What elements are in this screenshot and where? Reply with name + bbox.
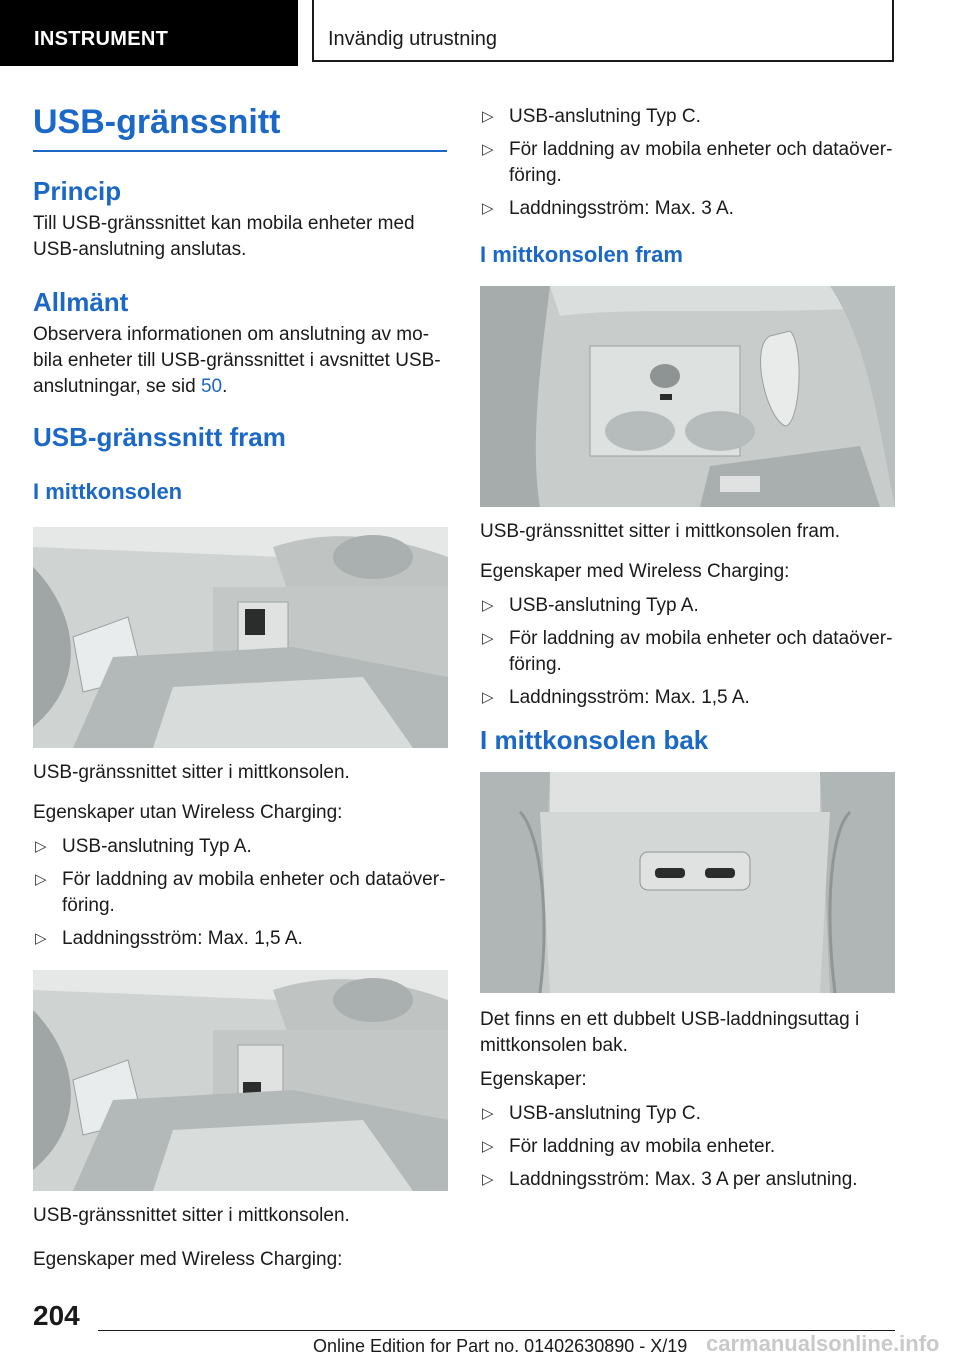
page-link[interactable]: 50 (200, 376, 223, 397)
triangle-bullet-icon: ▷ (482, 597, 494, 614)
triangle-bullet-icon: ▷ (35, 838, 47, 855)
triangle-bullet-icon: ▷ (35, 871, 47, 888)
props-bak-intro: Egenskaper: (480, 1069, 587, 1090)
chapter-tab (312, 0, 894, 62)
triangle-bullet-icon: ▷ (482, 1138, 494, 1155)
watermark: carmanualsonline.info (706, 1331, 940, 1356)
right-column (480, 104, 896, 1200)
list-item: ▷ För laddning av mobila enheter och dataöver‐ föring. (482, 139, 893, 186)
front-console-image (480, 286, 895, 507)
allmant-text-body: Observera informationen om anslutning av mo‐ bila enheter till USB-gränssnittet i avsnittet USB- anslutningar, se sid (33, 324, 441, 397)
list-item: ▷ USB-anslutning Typ A. (480, 593, 896, 619)
props-1-intro: Egenskaper utan Wireless Charging: (33, 802, 343, 823)
bak-heading: I mittkonsolen bak (480, 725, 709, 755)
list-item: ▷ Laddningsström: Max. 1,5 A. (480, 685, 896, 711)
props-fram-intro: Egenskaper med Wireless Charging: (480, 561, 790, 582)
props-bak-list (480, 1101, 896, 1193)
allmant-text-end: . (222, 376, 228, 397)
page-number: 204 (33, 1300, 80, 1331)
triangle-bullet-icon: ▷ (482, 1171, 494, 1188)
caption-fram: USB-gränssnittet sitter i mittkonsolen fram. (480, 521, 841, 542)
console-wireless-image (33, 970, 448, 1191)
list-item: ▷ Laddningsström: Max. 3 A per anslutning. (480, 1167, 896, 1193)
triangle-bullet-icon: ▷ (482, 1105, 494, 1122)
section-label: INSTRUMENT (34, 28, 169, 50)
triangle-bullet-icon: ▷ (482, 141, 494, 158)
triangle-bullet-icon: ▷ (482, 200, 494, 217)
console-usb-a-image (33, 527, 448, 748)
list-item: ▷ USB-anslutning Typ C. (480, 1101, 896, 1127)
list-item: ▷ USB-anslutning Typ A. (33, 834, 449, 860)
allmant-heading: Allmänt (33, 287, 129, 317)
page-header (0, 0, 960, 66)
mittkonsolen-heading: I mittkonsolen (33, 479, 183, 504)
caption-2: USB-gränssnittet sitter i mittkonsolen. (33, 1205, 350, 1226)
props-1-list (33, 834, 449, 952)
props-fram-list (480, 593, 896, 711)
props-top-list (480, 104, 896, 222)
list-item: ▷ Laddningsström: Max. 1,5 A. (33, 926, 449, 952)
chapter-label: Invändig utrustning (328, 28, 498, 50)
list-item: ▷ För laddning av mobila enheter. (480, 1134, 896, 1160)
triangle-bullet-icon: ▷ (35, 930, 47, 947)
fram-console-heading: I mittkonsolen fram (480, 242, 683, 267)
triangle-bullet-icon: ▷ (482, 630, 494, 647)
princip-text: Till USB-gränssnittet kan mobila enheter med USB-anslutning anslutas. (33, 213, 415, 260)
rear-console-image (480, 772, 895, 993)
triangle-bullet-icon: ▷ (482, 689, 494, 706)
caption-bak: Det finns en ett dubbelt USB-laddningsuttag i mittkonsolen bak. (480, 1009, 860, 1056)
allmant-text (33, 322, 449, 400)
left-column (33, 96, 449, 1273)
edition-text: Online Edition for Part no. 01402630890 - X/19 (313, 1336, 688, 1356)
fram-heading: USB-gränssnitt fram (33, 422, 286, 452)
list-item: ▷ För laddning av mobila enheter och dataöver‐ föring. (35, 869, 446, 916)
caption-1: USB-gränssnittet sitter i mittkonsolen. (33, 762, 350, 783)
princip-heading: Princip (33, 176, 122, 206)
section-tab (0, 0, 298, 66)
list-item: ▷ För laddning av mobila enheter och dataöver‐ föring. (482, 628, 893, 675)
list-item: ▷ Laddningsström: Max. 3 A. (480, 196, 896, 222)
list-item: ▷ USB-anslutning Typ C. (480, 104, 896, 130)
props-2-intro: Egenskaper med Wireless Charging: (33, 1249, 343, 1270)
page-title: USB-gränssnitt (33, 96, 447, 152)
triangle-bullet-icon: ▷ (482, 108, 494, 125)
